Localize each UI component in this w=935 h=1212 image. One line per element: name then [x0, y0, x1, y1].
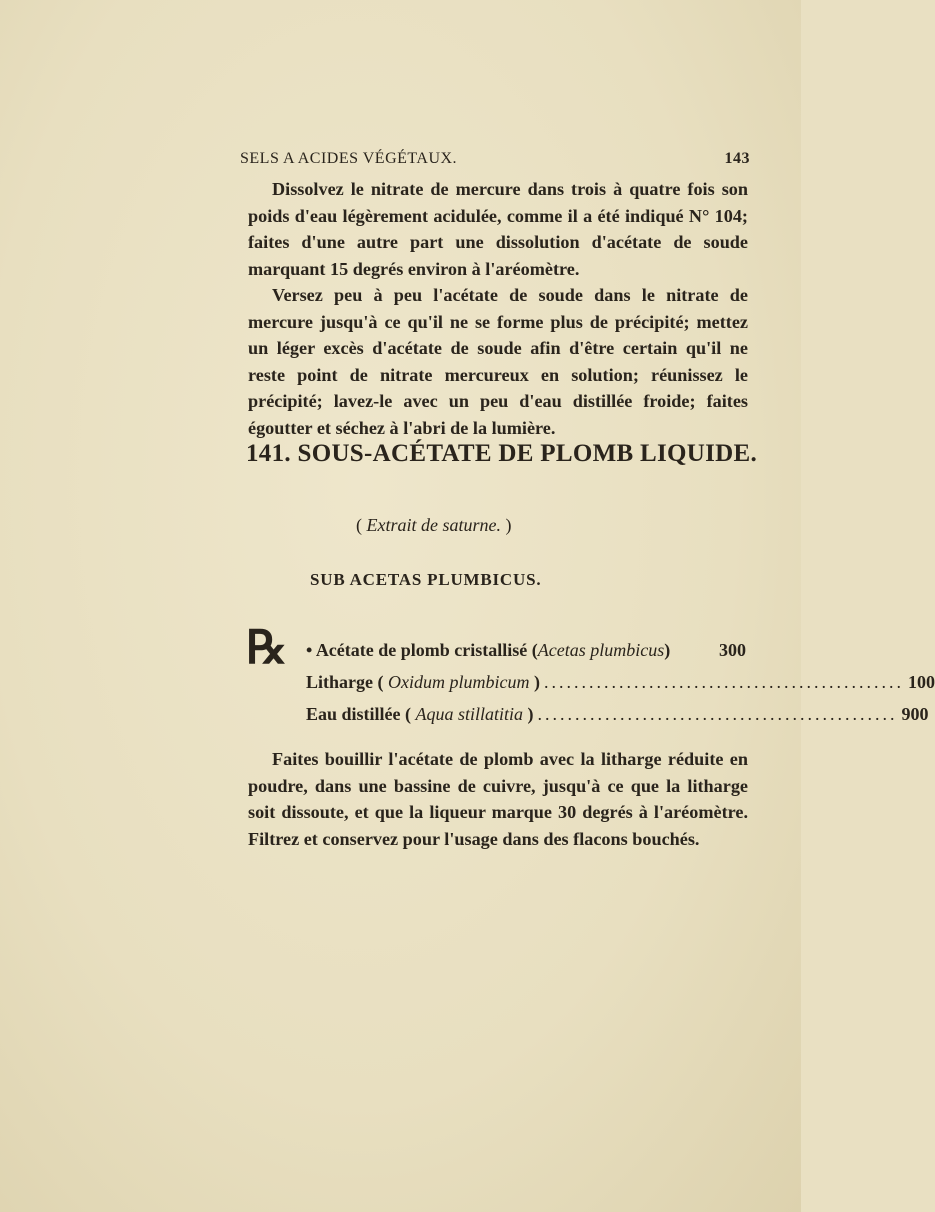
- ingredient-row: [306, 672, 935, 704]
- section-subtitle: ( Extrait de saturne. ): [356, 515, 512, 535]
- leader-dots: ................................................: [543, 672, 904, 692]
- page-number: 143: [724, 150, 750, 167]
- ingredient-name: Litharge ( Oxidum plumbicum ): [306, 672, 540, 692]
- ingredient-latin: Aqua stillatitia: [415, 704, 524, 724]
- ingredient-row: [306, 704, 929, 736]
- paragraph-1: Dissolvez le nitrate de mercure dans trois à quatre fois son poids d'eau légèrement acidulée, comme il a été indiqué N° 104; faites d'une autre part une dissolution d'acétate de soude marquant 15 degrés environ à l'aréomètre.: [248, 179, 748, 279]
- ingredient-quantity: 900: [901, 704, 929, 724]
- leader-dots: ................................................: [537, 704, 898, 724]
- recipe-symbol: ℞: [246, 622, 288, 673]
- ingredient-name: • Acétate de plomb cristallisé (Acetas plumbicus): [306, 640, 671, 660]
- section-heading: 141. SOUS-ACÉTATE DE PLOMB LIQUIDE.: [246, 440, 758, 467]
- ingredient-quantity: 300: [719, 640, 746, 660]
- ingredient-quantity: 100: [907, 672, 935, 692]
- latin-name: SUB ACETAS PLUMBICUS.: [310, 570, 542, 589]
- ingredient-latin: Oxidum plumbicum: [388, 672, 530, 692]
- ingredient-list: [306, 640, 935, 736]
- ingredient-row: [306, 640, 746, 672]
- running-head-title: SELS A ACIDES VÉGÉTAUX.: [240, 150, 458, 167]
- paragraph-2: Versez peu à peu l'acétate de soude dans le nitrate de mercure jusqu'à ce qu'il ne se forme plus de précipité; mettez un léger excès d'acétate de soude afin d'être certain qu'il ne reste point de nitrate mercureux en solution; réunissez le précipité; lavez-le avec un peu d'eau distillée froide; faites égoutter et séchez à l'abri de la lumière.: [248, 285, 748, 438]
- paragraph-3: Faites bouillir l'acétate de plomb avec la litharge réduite en poudre, dans une bassine de cuivre, jusqu'à ce que la litharge soit dissoute, et que la liqueur marque 30 degrés à l'aréomètre. Filtrez et conservez pour l'usage dans des flacons bouchés.: [248, 749, 748, 849]
- subtitle-text: Extrait de saturne.: [366, 515, 501, 535]
- ingredient-latin: Acetas plumbicus: [537, 640, 665, 660]
- ingredient-name: Eau distillée ( Aqua stillatitia ): [306, 704, 534, 724]
